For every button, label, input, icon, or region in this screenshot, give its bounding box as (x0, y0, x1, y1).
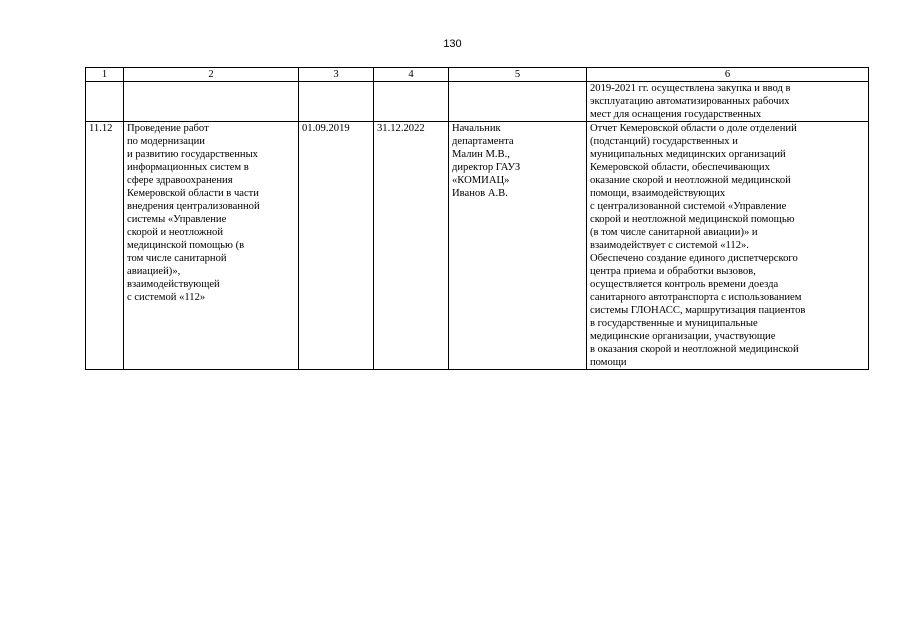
continuation-row (86, 82, 869, 122)
end-date: 31.12.2022 (374, 122, 449, 370)
result-text-line: оказание скорой и неотложной медицинской (590, 175, 791, 186)
responsible-cell (449, 122, 587, 370)
table-row (86, 122, 869, 370)
result-text-line: (в том числе санитарной авиации)» и (590, 227, 758, 238)
activity-text-line: Кемеровской области в части (127, 188, 259, 199)
continuation-cell-2 (124, 82, 299, 122)
result-text-line: Обеспечено создание единого диспетчерского (590, 253, 798, 264)
activity-text-line: информационных систем в (127, 162, 249, 173)
responsible-text-line: Иванов А.В. (452, 188, 508, 199)
activity-text-line: сфере здравоохранения (127, 175, 233, 186)
result-text-line: взаимодействует с системой «112». (590, 240, 749, 251)
continuation-result-cell (587, 82, 869, 122)
activity-text-line: Проведение работ (127, 123, 209, 134)
column-number-5: 5 (449, 68, 587, 82)
column-number-row (86, 68, 869, 82)
result-text-line: осуществляется контроль времени доезда (590, 279, 779, 290)
activity-text-line: взаимодействующей (127, 279, 220, 290)
result-text-line: с централизованной системой «Управление (590, 201, 787, 212)
activity-text-line: том числе санитарной (127, 253, 227, 264)
result-text-line: в оказания скорой и неотложной медицинской (590, 344, 799, 355)
row-number: 11.12 (86, 122, 124, 370)
activity-text-line: системы «Управление (127, 214, 227, 225)
result-text-line: помощи, взаимодействующих (590, 188, 726, 199)
result-text-line: помощи (590, 357, 627, 368)
page-number: 130 (443, 38, 462, 50)
column-number-3: 3 (299, 68, 374, 82)
result-text-line: (подстанций) государственных и (590, 136, 738, 147)
activity-text-line: с системой «112» (127, 292, 206, 303)
result-text-line: 2019-2021 гг. осуществлена закупка и ввод в (590, 83, 791, 94)
result-text-line: центра приема и обработки вызовов, (590, 266, 756, 277)
activity-text-line: скорой и неотложной (127, 227, 224, 238)
result-text-line: скорой и неотложной медицинской помощью (590, 214, 795, 225)
plan-table (85, 67, 869, 370)
result-text-line: санитарного автотранспорта с использованием (590, 292, 802, 303)
activity-text-line: внедрения централизованной (127, 201, 260, 212)
column-number-6: 6 (587, 68, 869, 82)
continuation-cell-1 (86, 82, 124, 122)
result-text-line: в государственные и муниципальные (590, 318, 758, 329)
column-number-1: 1 (86, 68, 124, 82)
responsible-text-line: директор ГАУЗ (452, 162, 521, 173)
continuation-cell-5 (449, 82, 587, 122)
result-text-line: эксплуатацию автоматизированных рабочих (590, 96, 790, 107)
start-date: 01.09.2019 (299, 122, 374, 370)
responsible-text-line: департамента (452, 136, 514, 147)
result-text-line: мест для оснащения государственных (590, 109, 762, 120)
activity-text-line: по модернизации (127, 136, 205, 147)
activity-text-line: авиацией)», (127, 266, 181, 277)
activity-text-line: медицинской помощью (в (127, 240, 245, 251)
responsible-text-line: Начальник (452, 123, 501, 134)
result-text-line: муниципальных медицинских организаций (590, 149, 786, 160)
continuation-cell-3 (299, 82, 374, 122)
result-text-line: медицинские организации, участвующие (590, 331, 776, 342)
result-cell (587, 122, 869, 370)
responsible-text-line: «КОМИАЦ» (452, 175, 510, 186)
result-text-line: Отчет Кемеровской области о доле отделений (590, 123, 797, 134)
result-text-line: системы ГЛОНАСС, маршрутизация пациентов (590, 305, 806, 316)
responsible-text-line: Малин М.В., (452, 149, 510, 160)
column-number-2: 2 (124, 68, 299, 82)
continuation-cell-4 (374, 82, 449, 122)
column-number-4: 4 (374, 68, 449, 82)
activity-text-line: и развитию государственных (127, 149, 258, 160)
result-text-line: Кемеровской области, обеспечивающих (590, 162, 770, 173)
activity-cell (124, 122, 299, 370)
